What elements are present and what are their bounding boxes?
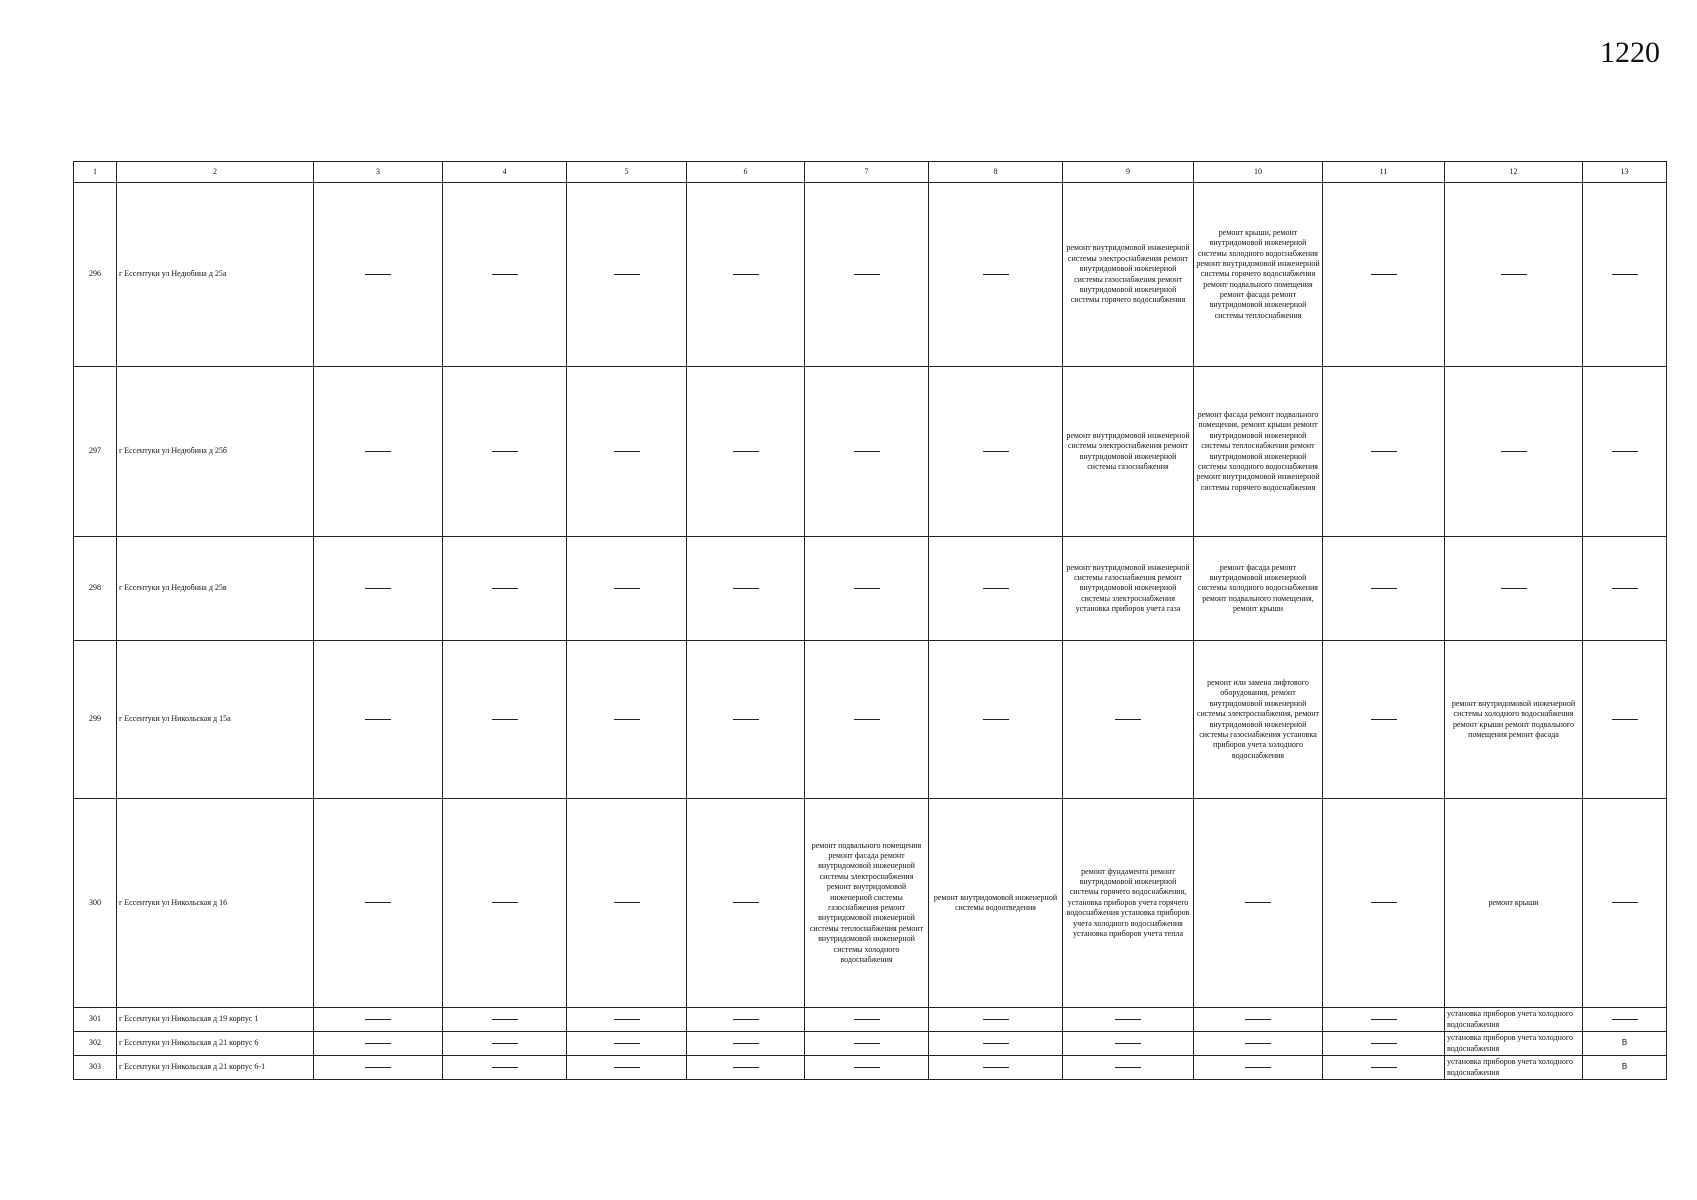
- table-row: [74, 183, 1667, 367]
- empty-cell: [1063, 1032, 1194, 1056]
- work-description-cell: ремонт внутридомовой инженерной системы электроснабжения ремонт внутридомовой инженерной системы газоснабжения: [1063, 367, 1194, 537]
- empty-cell: [929, 1008, 1063, 1032]
- header-cell: 8: [929, 162, 1063, 183]
- empty-cell: [687, 1008, 805, 1032]
- dash-mark: [614, 1043, 640, 1044]
- empty-cell: [1445, 183, 1583, 367]
- empty-cell: [314, 537, 443, 641]
- empty-cell: [443, 1032, 567, 1056]
- dash-mark: [983, 719, 1009, 720]
- address-cell: г Ессентуки ул Никольская д 15а: [117, 641, 314, 799]
- empty-cell: [1583, 1008, 1667, 1032]
- empty-cell: [687, 367, 805, 537]
- header-cell: 5: [567, 162, 687, 183]
- row-number: 297: [74, 367, 117, 537]
- table-row: [74, 1032, 1667, 1056]
- empty-cell: [687, 537, 805, 641]
- dash-mark: [1371, 588, 1397, 589]
- dash-mark: [1612, 719, 1638, 720]
- dash-mark: [1371, 902, 1397, 903]
- dash-mark: [492, 902, 518, 903]
- dash-mark: [365, 588, 391, 589]
- empty-cell: [687, 1032, 805, 1056]
- dash-mark: [492, 1067, 518, 1068]
- dash-mark: [1115, 1043, 1141, 1044]
- work-description-cell: ремонт внутридомовой инженерной системы холодного водоснабжения ремонт крыши ремонт подвального помещения ремонт фасада: [1445, 641, 1583, 799]
- work-description-cell: установка приборов учета холодного водоснабжения: [1445, 1008, 1583, 1032]
- empty-cell: [805, 1008, 929, 1032]
- dash-mark: [365, 1019, 391, 1020]
- dash-mark: [1371, 451, 1397, 452]
- dash-mark: [854, 451, 880, 452]
- empty-cell: [1583, 183, 1667, 367]
- column-number-header: [74, 162, 1667, 183]
- empty-cell: [1063, 1008, 1194, 1032]
- address-cell: г Ессентуки ул Недюбина д 25б: [117, 367, 314, 537]
- dash-mark: [733, 719, 759, 720]
- header-cell: 7: [805, 162, 929, 183]
- header-cell: 10: [1194, 162, 1323, 183]
- dash-mark: [854, 1019, 880, 1020]
- empty-cell: [687, 1056, 805, 1080]
- empty-cell: [929, 1032, 1063, 1056]
- repair-schedule-table: [73, 161, 1667, 1080]
- dash-mark: [733, 588, 759, 589]
- work-description-cell: установка приборов учета холодного водоснабжения: [1445, 1032, 1583, 1056]
- work-description-cell: ремонт подвального помещения ремонт фасада ремонт внутридомовой инженерной системы электроснабжения ремонт внутридомовой инженерной системы газоснабжения ремонт внутридомовой инженерной системы теплоснабжения ремонт внутридомовой инженерной системы холодного водоснабжения: [805, 799, 929, 1008]
- header-cell: 9: [1063, 162, 1194, 183]
- dash-mark: [733, 1043, 759, 1044]
- dash-mark: [854, 1067, 880, 1068]
- work-description-cell: ремонт внутридомовой инженерной системы газоснабжения ремонт внутридомовой инженерной системы электроснабжения установка приборов учета газа: [1063, 537, 1194, 641]
- dash-mark: [983, 588, 1009, 589]
- empty-cell: [314, 367, 443, 537]
- dash-mark: [1371, 274, 1397, 275]
- dash-mark: [733, 1019, 759, 1020]
- dash-mark: [365, 1067, 391, 1068]
- dash-mark: [492, 588, 518, 589]
- dash-mark: [492, 1043, 518, 1044]
- empty-cell: [443, 183, 567, 367]
- row-number: 300: [74, 799, 117, 1008]
- work-description-cell: ремонт фасада ремонт внутридомовой инженерной системы холодного водоснабжения ремонт подвального помещения, ремонт крыши: [1194, 537, 1323, 641]
- address-cell: г Ессентуки ул Никольская д 21 корпус 6-1: [117, 1056, 314, 1080]
- category-mark: В: [1583, 1032, 1667, 1056]
- header-cell: 6: [687, 162, 805, 183]
- dash-mark: [614, 274, 640, 275]
- dash-mark: [365, 274, 391, 275]
- address-cell: г Ессентуки ул Никольская д 19 корпус 1: [117, 1008, 314, 1032]
- empty-cell: [567, 1056, 687, 1080]
- work-description-cell: ремонт крыши: [1445, 799, 1583, 1008]
- empty-cell: [805, 1056, 929, 1080]
- header-cell: 2: [117, 162, 314, 183]
- empty-cell: [567, 799, 687, 1008]
- dash-mark: [614, 902, 640, 903]
- empty-cell: [567, 1008, 687, 1032]
- dash-mark: [983, 274, 1009, 275]
- empty-cell: [1583, 537, 1667, 641]
- empty-cell: [1063, 1056, 1194, 1080]
- dash-mark: [733, 451, 759, 452]
- table-row: [74, 367, 1667, 537]
- dash-mark: [854, 274, 880, 275]
- row-number: 298: [74, 537, 117, 641]
- empty-cell: [1194, 1008, 1323, 1032]
- address-cell: г Ессентуки ул Никольская д 21 корпус 6: [117, 1032, 314, 1056]
- row-number: 302: [74, 1032, 117, 1056]
- dash-mark: [1612, 1019, 1638, 1020]
- empty-cell: [443, 537, 567, 641]
- empty-cell: [1323, 1008, 1445, 1032]
- empty-cell: [443, 367, 567, 537]
- empty-cell: [1445, 367, 1583, 537]
- header-cell: 13: [1583, 162, 1667, 183]
- empty-cell: [567, 641, 687, 799]
- empty-cell: [314, 183, 443, 367]
- empty-cell: [314, 1032, 443, 1056]
- empty-cell: [929, 537, 1063, 641]
- work-description-cell: ремонт внутридомовой инженерной системы электроснабжения ремонт внутридомовой инженерной системы газоснабжения ремонт внутридомовой инженерной системы горячего водоснабжения: [1063, 183, 1194, 367]
- header-cell: 3: [314, 162, 443, 183]
- row-number: 296: [74, 183, 117, 367]
- dash-mark: [1501, 588, 1527, 589]
- empty-cell: [443, 1008, 567, 1032]
- empty-cell: [1445, 537, 1583, 641]
- empty-cell: [1583, 641, 1667, 799]
- empty-cell: [314, 1008, 443, 1032]
- empty-cell: [443, 641, 567, 799]
- dash-mark: [365, 719, 391, 720]
- row-number: 303: [74, 1056, 117, 1080]
- dash-mark: [1501, 451, 1527, 452]
- header-cell: 4: [443, 162, 567, 183]
- dash-mark: [733, 274, 759, 275]
- table-row: [74, 1056, 1667, 1080]
- dash-mark: [614, 1019, 640, 1020]
- table-row: [74, 1008, 1667, 1032]
- empty-cell: [1323, 537, 1445, 641]
- empty-cell: [687, 799, 805, 1008]
- work-description-cell: ремонт фасада ремонт подвального помещения, ремонт крыши ремонт внутридомовой инженерной системы теплоснабжения ремонт внутридомовой инженерной системы холодного водоснабжения ремонт внутридомовой инженерной системы горячего водоснабжения: [1194, 367, 1323, 537]
- work-description-cell: установка приборов учета холодного водоснабжения: [1445, 1056, 1583, 1080]
- dash-mark: [1245, 1019, 1271, 1020]
- dash-mark: [365, 1043, 391, 1044]
- table-row: [74, 799, 1667, 1008]
- dash-mark: [1245, 902, 1271, 903]
- empty-cell: [1323, 183, 1445, 367]
- dash-mark: [733, 1067, 759, 1068]
- dash-mark: [1371, 719, 1397, 720]
- empty-cell: [314, 799, 443, 1008]
- table-row: [74, 641, 1667, 799]
- empty-cell: [1194, 1032, 1323, 1056]
- work-description-cell: ремонт внутридомовой инженерной системы водоотведения: [929, 799, 1063, 1008]
- dash-mark: [1612, 902, 1638, 903]
- dash-mark: [983, 1067, 1009, 1068]
- dash-mark: [1501, 274, 1527, 275]
- dash-mark: [614, 588, 640, 589]
- address-cell: г Ессентуки ул Недюбина д 25в: [117, 537, 314, 641]
- dash-mark: [614, 451, 640, 452]
- empty-cell: [567, 367, 687, 537]
- empty-cell: [805, 537, 929, 641]
- empty-cell: [805, 183, 929, 367]
- dash-mark: [1371, 1019, 1397, 1020]
- address-cell: г Ессентуки ул Никольская д 16: [117, 799, 314, 1008]
- row-number: 299: [74, 641, 117, 799]
- dash-mark: [1115, 1019, 1141, 1020]
- header-cell: 12: [1445, 162, 1583, 183]
- dash-mark: [492, 451, 518, 452]
- dash-mark: [492, 274, 518, 275]
- table-row: [74, 537, 1667, 641]
- empty-cell: [687, 641, 805, 799]
- dash-mark: [492, 719, 518, 720]
- empty-cell: [567, 1032, 687, 1056]
- dash-mark: [1115, 1067, 1141, 1068]
- empty-cell: [929, 183, 1063, 367]
- empty-cell: [687, 183, 805, 367]
- work-description-cell: ремонт крыши, ремонт внутридомовой инженерной системы холодного водоснабжения ремонт внутридомовой инженерной системы горячего водоснабжения ремонт подвального помещения ремонт фасада ремонт внутридомовой инженерной системы теплоснабжения: [1194, 183, 1323, 367]
- empty-cell: [314, 641, 443, 799]
- dash-mark: [1371, 1067, 1397, 1068]
- dash-mark: [983, 451, 1009, 452]
- dash-mark: [1115, 719, 1141, 720]
- empty-cell: [1323, 799, 1445, 1008]
- empty-cell: [567, 537, 687, 641]
- empty-cell: [1323, 1056, 1445, 1080]
- empty-cell: [805, 1032, 929, 1056]
- dash-mark: [854, 588, 880, 589]
- dash-mark: [1245, 1067, 1271, 1068]
- empty-cell: [1323, 367, 1445, 537]
- dash-mark: [1612, 588, 1638, 589]
- dash-mark: [1245, 1043, 1271, 1044]
- empty-cell: [1583, 367, 1667, 537]
- dash-mark: [1612, 451, 1638, 452]
- page-number: 1220: [1600, 36, 1660, 69]
- dash-mark: [854, 719, 880, 720]
- dash-mark: [492, 1019, 518, 1020]
- empty-cell: [1583, 799, 1667, 1008]
- dash-mark: [365, 902, 391, 903]
- dash-mark: [1371, 1043, 1397, 1044]
- empty-cell: [1194, 799, 1323, 1008]
- empty-cell: [1063, 641, 1194, 799]
- empty-cell: [443, 1056, 567, 1080]
- work-description-cell: ремонт фундамента ремонт внутридомовой инженерной системы горячего водоснабжения, установка приборов учета горячего водоснабжения установка приборов учета холодного водоснабжения установка приборов учета тепла: [1063, 799, 1194, 1008]
- dash-mark: [983, 1043, 1009, 1044]
- dash-mark: [733, 902, 759, 903]
- dash-mark: [365, 451, 391, 452]
- empty-cell: [805, 641, 929, 799]
- empty-cell: [1323, 1032, 1445, 1056]
- category-mark: В: [1583, 1056, 1667, 1080]
- address-cell: г Ессентуки ул Недюбина д 25а: [117, 183, 314, 367]
- dash-mark: [1612, 274, 1638, 275]
- row-number: 301: [74, 1008, 117, 1032]
- header-cell: 11: [1323, 162, 1445, 183]
- empty-cell: [805, 367, 929, 537]
- dash-mark: [983, 1019, 1009, 1020]
- empty-cell: [1323, 641, 1445, 799]
- empty-cell: [443, 799, 567, 1008]
- empty-cell: [929, 1056, 1063, 1080]
- header-cell: 1: [74, 162, 117, 183]
- empty-cell: [1194, 1056, 1323, 1080]
- dash-mark: [614, 1067, 640, 1068]
- dash-mark: [854, 1043, 880, 1044]
- empty-cell: [314, 1056, 443, 1080]
- empty-cell: [929, 641, 1063, 799]
- empty-cell: [929, 367, 1063, 537]
- work-description-cell: ремонт или замена лифтового оборудования, ремонт внутридомовой инженерной системы электроснабжения, ремонт внутридомовой инженерной системы газоснабжения установка приборов учета холодного водоснабжения: [1194, 641, 1323, 799]
- dash-mark: [614, 719, 640, 720]
- empty-cell: [567, 183, 687, 367]
